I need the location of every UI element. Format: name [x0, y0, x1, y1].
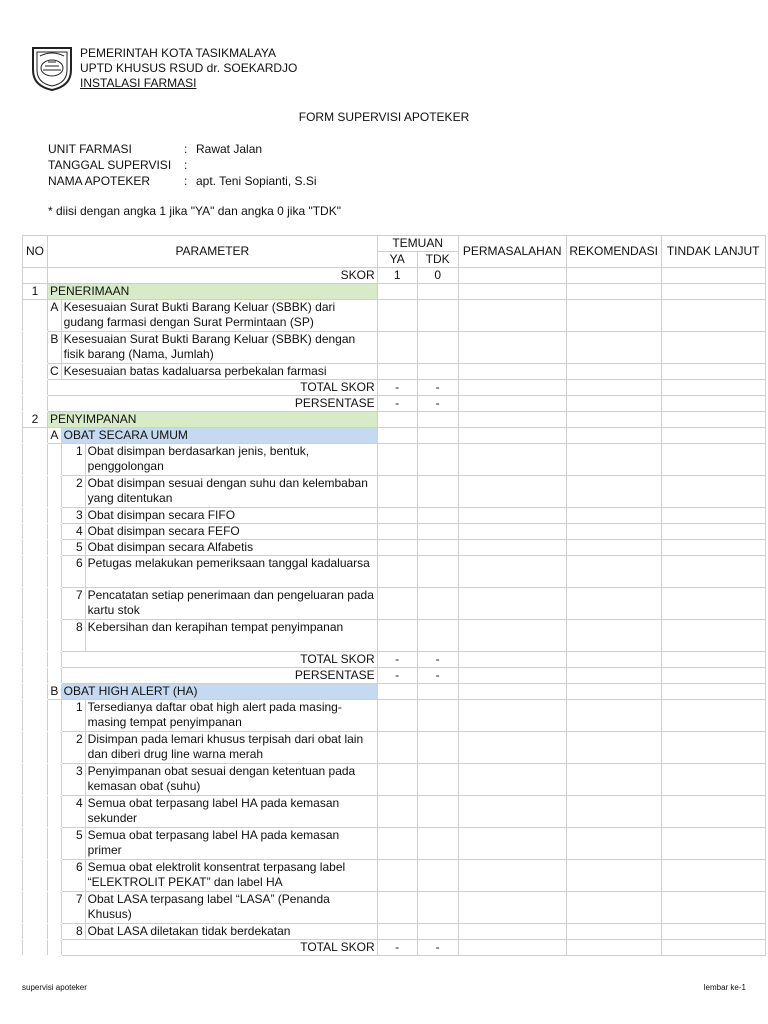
- table-row: [23, 620, 766, 652]
- tdk-cell[interactable]: [417, 924, 458, 940]
- total-skor-label: TOTAL SKOR: [61, 940, 377, 956]
- item-text: Penyimpanan obat sesuai dengan ketentuan pada kemasan obat (suhu): [85, 764, 377, 796]
- ya-cell[interactable]: [377, 828, 417, 860]
- info-row-name: [48, 173, 317, 189]
- rekomendasi-cell[interactable]: [566, 828, 661, 860]
- ya-cell[interactable]: [377, 588, 417, 620]
- tdk-total: -: [417, 380, 458, 396]
- item-number: 6: [61, 860, 85, 892]
- item-number: 4: [61, 524, 85, 540]
- item-code: B: [48, 332, 62, 364]
- permasalahan-cell[interactable]: [458, 796, 566, 828]
- rekomendasi-cell[interactable]: [566, 524, 661, 540]
- item-number: 7: [61, 588, 85, 620]
- item-text: Kesesuaian batas kadaluarsa perbekalan farmasi: [61, 364, 377, 380]
- item-text: Obat disimpan sesuai dengan suhu dan kelembaban yang ditentukan: [85, 476, 377, 508]
- table-row: [23, 332, 766, 364]
- rekomendasi-cell[interactable]: [566, 588, 661, 620]
- ya-cell[interactable]: [377, 620, 417, 652]
- tdk-cell[interactable]: [417, 588, 458, 620]
- item-text: Obat disimpan secara FIFO: [85, 508, 377, 524]
- rekomendasi-cell[interactable]: [566, 364, 661, 380]
- item-text: Kesesuaian Surat Bukti Barang Keluar (SBBK) dari gudang farmasi dengan Surat Permintaan (SP): [61, 300, 377, 332]
- permasalahan-cell[interactable]: [458, 924, 566, 940]
- info-block: [48, 141, 317, 189]
- item-text: Obat disimpan berdasarkan jenis, bentuk, penggolongan: [85, 444, 377, 476]
- item-number: 3: [61, 508, 85, 524]
- permasalahan-cell[interactable]: [458, 620, 566, 652]
- tindak-lanjut-cell[interactable]: [661, 524, 765, 540]
- tdk-total: -: [417, 940, 458, 956]
- table-row: [23, 828, 766, 860]
- item-number: 5: [61, 828, 85, 860]
- institution-header: [80, 46, 297, 91]
- ya-cell[interactable]: [377, 796, 417, 828]
- item-text: Disimpan pada lemari khusus terpisah dari obat lain dan diberi drug line warna merah: [85, 732, 377, 764]
- tdk-cell[interactable]: [417, 860, 458, 892]
- ya-total: -: [377, 652, 417, 668]
- tindak-lanjut-cell[interactable]: [661, 444, 765, 476]
- ya-cell[interactable]: [377, 540, 417, 556]
- table-row: [23, 508, 766, 524]
- tindak-lanjut-cell[interactable]: [661, 796, 765, 828]
- skor-tdk-value: 0: [417, 268, 458, 284]
- ya-cell[interactable]: [377, 332, 417, 364]
- item-text: Kebersihan dan kerapihan tempat penyimpanan: [85, 620, 377, 652]
- tdk-cell[interactable]: [417, 444, 458, 476]
- ya-cell[interactable]: [377, 524, 417, 540]
- table-row: [23, 588, 766, 620]
- item-number: 8: [61, 924, 85, 940]
- tdk-cell[interactable]: [417, 524, 458, 540]
- item-text: Tersedianya daftar obat high alert pada masing-masing tempat penyimpanan: [85, 700, 377, 732]
- header-row: [23, 236, 766, 252]
- tdk-cell[interactable]: [417, 556, 458, 588]
- item-text: Obat LASA diletakan tidak berdekatan: [85, 924, 377, 940]
- subsection-row: [23, 428, 766, 444]
- item-text: Pencatatan setiap penerimaan dan pengeluaran pada kartu stok: [85, 588, 377, 620]
- persentase-row: [23, 396, 766, 412]
- item-text: Petugas melakukan pemeriksaan tanggal kadaluarsa: [85, 556, 377, 588]
- col-parameter-header: PARAMETER: [48, 236, 378, 268]
- info-row-date: [48, 157, 317, 173]
- total-skor-label: TOTAL SKOR: [48, 380, 378, 396]
- tdk-cell[interactable]: [417, 476, 458, 508]
- tdk-cell[interactable]: [417, 764, 458, 796]
- info-colon: :: [184, 158, 188, 172]
- tdk-cell[interactable]: [417, 508, 458, 524]
- tdk-cell[interactable]: [417, 300, 458, 332]
- section-title: PENERIMAAN: [48, 284, 378, 300]
- col-ya-header: YA: [377, 252, 417, 268]
- persentase-label: PERSENTASE: [61, 668, 377, 684]
- tindak-lanjut-cell[interactable]: [661, 476, 765, 508]
- skor-label: SKOR: [48, 268, 378, 284]
- tdk-cell[interactable]: [417, 332, 458, 364]
- unit-farmasi-value: Rawat Jalan: [196, 142, 263, 156]
- tdk-cell[interactable]: [417, 540, 458, 556]
- table-row: [23, 700, 766, 732]
- ya-cell[interactable]: [377, 476, 417, 508]
- tdk-cell[interactable]: [417, 828, 458, 860]
- tdk-cell[interactable]: [417, 892, 458, 924]
- table-row: [23, 444, 766, 476]
- table-row: [23, 892, 766, 924]
- skor-ya-value: 1: [377, 268, 417, 284]
- table-row: [23, 364, 766, 380]
- col-temuan-header: TEMUAN: [377, 236, 458, 252]
- rekomendasi-cell[interactable]: [566, 444, 661, 476]
- item-text: Semua obat terpasang label HA pada kemasan primer: [85, 828, 377, 860]
- footer-page-label: lembar ke-1: [703, 983, 746, 992]
- table-row: [23, 300, 766, 332]
- info-label: TANGGAL SUPERVISI: [48, 158, 172, 172]
- ya-persentase: -: [377, 396, 417, 412]
- tdk-persentase: -: [417, 668, 458, 684]
- ya-persentase: -: [377, 668, 417, 684]
- subsection-title: OBAT SECARA UMUM: [61, 428, 377, 444]
- table-row: [23, 860, 766, 892]
- item-number: 8: [61, 620, 85, 652]
- gov-name: PEMERINTAH KOTA TASIKMALAYA: [80, 46, 277, 60]
- permasalahan-cell[interactable]: [458, 828, 566, 860]
- form-title: FORM SUPERVISI APOTEKER: [298, 110, 470, 124]
- permasalahan-cell[interactable]: [458, 892, 566, 924]
- section-number: 1: [23, 284, 48, 300]
- col-tindak-lanjut-header: TINDAK LANJUT: [661, 236, 765, 268]
- table-row: [23, 540, 766, 556]
- item-code: C: [48, 364, 62, 380]
- tdk-cell[interactable]: [417, 364, 458, 380]
- hospital-name: UPTD KHUSUS RSUD dr. SOEKARDJO: [80, 61, 298, 75]
- tdk-total: -: [417, 652, 458, 668]
- tdk-cell[interactable]: [417, 700, 458, 732]
- tindak-lanjut-cell[interactable]: [661, 860, 765, 892]
- col-tdk-header: TDK: [417, 252, 458, 268]
- section-row: [23, 412, 766, 428]
- nama-apoteker-value: apt. Teni Sopianti, S.Si: [196, 174, 317, 188]
- info-row-unit: [48, 141, 317, 157]
- rekomendasi-cell[interactable]: [566, 892, 661, 924]
- rekomendasi-cell[interactable]: [566, 556, 661, 588]
- table-row: [23, 556, 766, 588]
- rekomendasi-cell[interactable]: [566, 540, 661, 556]
- ya-cell[interactable]: [377, 444, 417, 476]
- ya-cell[interactable]: [377, 924, 417, 940]
- col-no-header: NO: [23, 236, 48, 268]
- permasalahan-cell[interactable]: [458, 556, 566, 588]
- item-text: Semua obat elektrolit konsentrat terpasang label “ELEKTROLIT PEKAT” dan label HA: [85, 860, 377, 892]
- item-code: A: [48, 300, 62, 332]
- tindak-lanjut-cell[interactable]: [661, 700, 765, 732]
- item-text: Obat disimpan secara FEFO: [85, 524, 377, 540]
- tindak-lanjut-cell[interactable]: [661, 732, 765, 764]
- skor-row: [23, 268, 766, 284]
- item-number: 1: [61, 444, 85, 476]
- info-label: UNIT FARMASI: [48, 142, 132, 156]
- table-row: [23, 764, 766, 796]
- tindak-lanjut-cell[interactable]: [661, 556, 765, 588]
- rekomendasi-cell[interactable]: [566, 476, 661, 508]
- table-row: [23, 524, 766, 540]
- table-row: [23, 924, 766, 940]
- col-rekomendasi-header: REKOMENDASI: [566, 236, 661, 268]
- ya-cell[interactable]: [377, 508, 417, 524]
- rekomendasi-cell[interactable]: [566, 924, 661, 940]
- ya-cell[interactable]: [377, 860, 417, 892]
- total-skor-row: [23, 652, 766, 668]
- tindak-lanjut-cell[interactable]: [661, 764, 765, 796]
- item-number: 6: [61, 556, 85, 588]
- item-text: Semua obat terpasang label HA pada kemasan sekunder: [85, 796, 377, 828]
- permasalahan-cell[interactable]: [458, 300, 566, 332]
- tindak-lanjut-cell[interactable]: [661, 828, 765, 860]
- item-number: 4: [61, 796, 85, 828]
- tdk-cell[interactable]: [417, 620, 458, 652]
- permasalahan-cell[interactable]: [458, 332, 566, 364]
- persentase-row: [23, 668, 766, 684]
- tdk-cell[interactable]: [417, 732, 458, 764]
- rekomendasi-cell[interactable]: [566, 332, 661, 364]
- section-row: [23, 284, 766, 300]
- ya-cell[interactable]: [377, 732, 417, 764]
- section-title: PENYIMPANAN: [48, 412, 378, 428]
- permasalahan-cell[interactable]: [458, 732, 566, 764]
- item-number: 7: [61, 892, 85, 924]
- ya-cell[interactable]: [377, 892, 417, 924]
- tindak-lanjut-cell[interactable]: [661, 364, 765, 380]
- ya-total: -: [377, 940, 417, 956]
- tindak-lanjut-cell[interactable]: [661, 620, 765, 652]
- table-row: [23, 796, 766, 828]
- ya-cell[interactable]: [377, 300, 417, 332]
- total-skor-row: [23, 940, 766, 956]
- ya-cell[interactable]: [377, 764, 417, 796]
- col-permasalahan-header: PERMASALAHAN: [458, 236, 566, 268]
- tindak-lanjut-cell[interactable]: [661, 892, 765, 924]
- tindak-lanjut-cell[interactable]: [661, 300, 765, 332]
- permasalahan-cell[interactable]: [458, 700, 566, 732]
- permasalahan-cell[interactable]: [458, 524, 566, 540]
- item-number: 2: [61, 476, 85, 508]
- ya-cell[interactable]: [377, 700, 417, 732]
- tindak-lanjut-cell[interactable]: [661, 924, 765, 940]
- subsection-code: A: [48, 428, 62, 444]
- item-number: 2: [61, 732, 85, 764]
- permasalahan-cell[interactable]: [458, 444, 566, 476]
- item-text: Obat LASA terpasang label “LASA” (Penanda Khusus): [85, 892, 377, 924]
- ya-cell[interactable]: [377, 364, 417, 380]
- info-colon: :: [184, 174, 188, 188]
- subsection-code: B: [48, 684, 62, 700]
- rekomendasi-cell[interactable]: [566, 732, 661, 764]
- item-number: 5: [61, 540, 85, 556]
- permasalahan-cell[interactable]: [458, 508, 566, 524]
- city-seal-icon: [30, 44, 74, 92]
- footer-doc-name: supervisi apoteker: [22, 983, 87, 992]
- permasalahan-cell[interactable]: [458, 364, 566, 380]
- tindak-lanjut-cell[interactable]: [661, 540, 765, 556]
- rekomendasi-cell[interactable]: [566, 700, 661, 732]
- tindak-lanjut-cell[interactable]: [661, 508, 765, 524]
- item-text: Obat disimpan secara Alfabetis: [85, 540, 377, 556]
- total-skor-label: TOTAL SKOR: [61, 652, 377, 668]
- department-name: INSTALASI FARMASI: [80, 76, 197, 90]
- rekomendasi-cell[interactable]: [566, 796, 661, 828]
- supervision-table: [22, 235, 766, 956]
- rekomendasi-cell[interactable]: [566, 764, 661, 796]
- permasalahan-cell[interactable]: [458, 588, 566, 620]
- rekomendasi-cell[interactable]: [566, 860, 661, 892]
- rekomendasi-cell[interactable]: [566, 508, 661, 524]
- fill-instruction-note: * diisi dengan angka 1 jika "YA" dan angka 0 jika "TDK": [48, 204, 341, 218]
- permasalahan-cell[interactable]: [458, 764, 566, 796]
- info-colon: :: [184, 142, 188, 156]
- item-text: Kesesuaian Surat Bukti Barang Keluar (SBBK) dengan fisik barang (Nama, Jumlah): [61, 332, 377, 364]
- subsection-title: OBAT HIGH ALERT (HA): [61, 684, 377, 700]
- total-skor-row: [23, 380, 766, 396]
- rekomendasi-cell[interactable]: [566, 300, 661, 332]
- section-number: 2: [23, 412, 48, 428]
- subsection-row: [23, 684, 766, 700]
- tdk-persentase: -: [417, 396, 458, 412]
- table-row: [23, 732, 766, 764]
- permasalahan-cell[interactable]: [458, 860, 566, 892]
- persentase-label: PERSENTASE: [48, 396, 378, 412]
- tindak-lanjut-cell[interactable]: [661, 588, 765, 620]
- rekomendasi-cell[interactable]: [566, 620, 661, 652]
- table-row: [23, 476, 766, 508]
- permasalahan-cell[interactable]: [458, 540, 566, 556]
- info-label: NAMA APOTEKER: [48, 174, 151, 188]
- permasalahan-cell[interactable]: [458, 476, 566, 508]
- item-number: 1: [61, 700, 85, 732]
- ya-cell[interactable]: [377, 556, 417, 588]
- item-number: 3: [61, 764, 85, 796]
- tdk-cell[interactable]: [417, 796, 458, 828]
- ya-total: -: [377, 380, 417, 396]
- tindak-lanjut-cell[interactable]: [661, 332, 765, 364]
